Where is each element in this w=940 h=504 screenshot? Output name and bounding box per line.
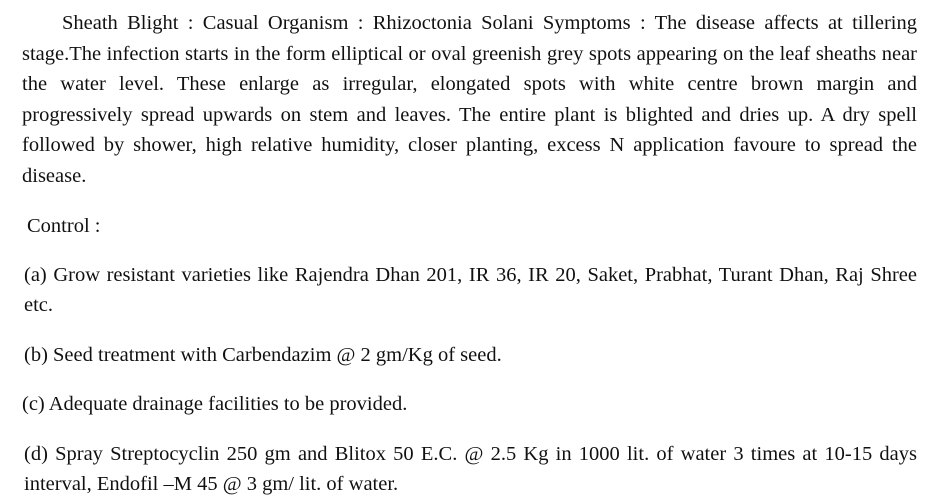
control-item-d: (d) Spray Streptocyclin 250 gm and Blitox 50 E.C. @ 2.5 Kg in 1000 lit. of water 3 times at 10-15 days interval, Endofil –M 45 @ 3 gm/ lit. of water. — [24, 442, 917, 495]
control-item-b: (b) Seed treatment with Carbendazim @ 2 gm/Kg of seed. — [24, 343, 502, 366]
control-item-a: (a) Grow resistant varieties like Rajendra Dhan 201, IR 36, IR 20, Saket, Prabhat, Turant Dhan, Raj Shree etc. — [24, 263, 917, 316]
intro-paragraph: Sheath Blight : Casual Organism : Rhizoctonia Solani Symptoms : The disease affects at tillering stage.The infection starts in the form elliptical or oval greenish grey spots appearing on the leaf sheaths near the water level. These enlarge as irregular, elongated spots with white centre brown margin and progressively spread upwards on stem and leaves. The entire plant is blighted and dries up. A dry spell followed by shower, high relative humidity, closer planting, excess N application favoure to spread the disease. — [22, 12, 917, 187]
control-item-c: (c) Adequate drainage facilities to be provided. — [22, 393, 408, 415]
control-heading: Control : — [27, 215, 101, 237]
document-page — [22, 8, 917, 500]
